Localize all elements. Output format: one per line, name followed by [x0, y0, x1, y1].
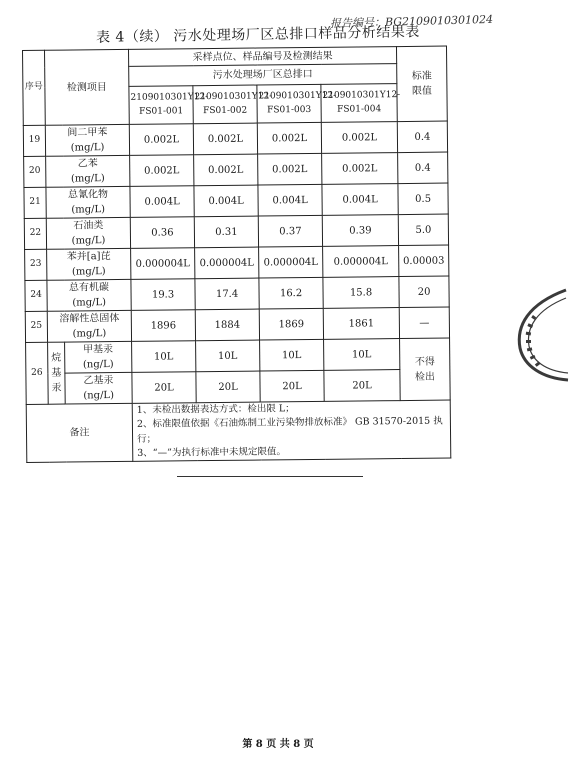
result-cell: 0.37 [258, 215, 322, 247]
result-cell: 0.002L [193, 123, 257, 155]
row-26b-item [65, 372, 132, 404]
result-cell: 19.3 [131, 279, 195, 311]
result-cell: 20L [132, 372, 196, 404]
sample-id-line1: 2109010301Y12- [130, 92, 209, 103]
result-cell: 20L [260, 370, 324, 402]
item-unit: (mg/L) [70, 142, 105, 154]
item-unit: (mg/L) [72, 328, 107, 340]
result-cell: 17.4 [195, 278, 259, 310]
result-cell: 1896 [131, 310, 195, 342]
page-footer: 第 8 页 共 8 页 [242, 739, 314, 750]
result-cell: 0.002L [322, 153, 398, 185]
seal-stamp-icon [508, 286, 570, 381]
note-line: 3、“—”为执行标准中未规定限值。 [137, 446, 287, 459]
result-cell: 0.000004L [323, 246, 399, 278]
item-name: 总氰化物 [67, 189, 109, 201]
item-unit: (ng/L) [83, 390, 115, 402]
sample-header-4 [321, 84, 401, 123]
header-limit-line1: 标准 [411, 70, 432, 82]
header-seq: 序号 [23, 50, 46, 125]
row-item [47, 279, 131, 311]
table-row [25, 276, 449, 311]
item-name: 总有机碳 [68, 282, 110, 294]
header-group: 采样点位、样品编号及检测结果 [128, 47, 396, 67]
result-cell: 1869 [259, 308, 323, 340]
table-row [24, 152, 448, 187]
row-limit: 20 [399, 276, 449, 308]
result-cell: 0.002L [194, 154, 258, 186]
row-26-limit [400, 338, 451, 401]
table-row [24, 214, 448, 249]
row-no: 23 [25, 249, 47, 280]
result-cell: 20L [324, 370, 400, 402]
result-cell: 20L [196, 371, 260, 403]
row-item [45, 124, 129, 156]
item-unit: (mg/L) [71, 266, 106, 278]
result-cell: 0.36 [130, 217, 194, 249]
result-cell: 0.39 [322, 215, 398, 247]
report-number: 报告编号：BG2109010301024 [329, 12, 494, 31]
sample-header-2 [193, 85, 273, 124]
table-row [24, 183, 448, 218]
result-cell: 15.8 [323, 277, 399, 309]
result-cell: 16.2 [259, 277, 323, 309]
row-no: 19 [23, 125, 45, 156]
row-26-group [48, 342, 66, 404]
result-cell: 0.004L [194, 185, 258, 217]
table-title: 表 4（续） 污水处理场厂区总排口样品分析结果表 [95, 24, 420, 46]
row-no: 20 [24, 156, 46, 187]
notes-content [132, 400, 451, 461]
result-cell: 10L [324, 339, 400, 371]
result-cell: 1884 [195, 309, 259, 341]
result-cell: 0.004L [322, 184, 398, 216]
header-item: 检测项目 [45, 49, 130, 125]
note-line: 1、未检出数据表达方式：检出限 L； [136, 403, 295, 416]
result-cell: 0.31 [194, 216, 258, 248]
end-rule [177, 476, 363, 477]
sample-id-line2: FS01-001 [139, 105, 184, 117]
row-no: 21 [24, 187, 46, 218]
row-item [46, 217, 130, 249]
header-location: 污水处理场厂区总排口 [129, 64, 397, 87]
row-no: 25 [25, 311, 47, 342]
result-cell: 0.004L [130, 186, 194, 218]
row-item [47, 310, 131, 342]
sample-header-3 [257, 84, 337, 123]
item-name: 乙基汞 [83, 375, 114, 387]
item-unit: (mg/L) [71, 204, 106, 216]
result-cell: 0.002L [129, 124, 193, 156]
item-name: 间二甲苯 [67, 127, 108, 139]
sample-id-line1: 2109010301Y12- [322, 90, 401, 101]
item-name: 溶解性总固体 [59, 312, 120, 325]
row-26-no: 26 [26, 342, 49, 404]
result-cell: 10L [132, 341, 196, 373]
header-limit [396, 46, 447, 122]
result-cell: 10L [260, 339, 324, 371]
result-cell: 0.000004L [131, 248, 195, 280]
sample-id-line1: 2109010301Y12- [258, 90, 337, 102]
header-limit-line2: 限值 [411, 85, 433, 97]
note-line: 2、标准限值依据《石油炼制工业污染物排放标准》 GB 31570-2015 执行； [136, 415, 443, 445]
table-row [25, 307, 449, 342]
result-cell: 0.002L [258, 153, 322, 185]
item-name: 乙苯 [77, 158, 98, 170]
row-item [47, 248, 131, 280]
sample-id-line2: FS01-003 [267, 104, 312, 115]
row-26-group-char: 烷 [51, 352, 62, 364]
row-item [46, 186, 130, 218]
row-no: 24 [25, 280, 47, 311]
row-item [46, 155, 130, 187]
table-row [23, 121, 447, 156]
item-unit: (ng/L) [82, 359, 114, 371]
result-cell: 0.000004L [259, 246, 323, 278]
item-unit: (mg/L) [70, 173, 105, 185]
row-limit: 0.00003 [399, 245, 449, 277]
item-name: 苯并[a]芘 [66, 251, 111, 263]
result-cell: 1861 [323, 308, 399, 340]
row-limit: — [399, 307, 449, 339]
sample-id-line1: 2109010301Y12- [194, 91, 273, 103]
result-cell: 0.004L [258, 184, 322, 216]
result-cell: 0.000004L [195, 247, 259, 279]
results-table [22, 46, 451, 463]
limit-line1: 不得 [414, 356, 435, 368]
result-cell: 0.002L [130, 155, 194, 187]
table-row [25, 245, 449, 280]
item-name: 石油类 [73, 220, 104, 232]
row-limit: 0.5 [398, 183, 448, 215]
row-26-group-char: 基 [51, 367, 62, 379]
item-unit: (mg/L) [71, 235, 106, 247]
data-rows [23, 121, 449, 342]
row-limit: 0.4 [398, 152, 448, 184]
row-26a-item [65, 341, 132, 373]
row-limit: 5.0 [398, 214, 448, 246]
result-cell: 10L [196, 340, 260, 372]
row-26-group-char: 汞 [51, 382, 62, 394]
item-name: 甲基汞 [83, 344, 114, 356]
sample-header-1 [129, 86, 209, 125]
item-unit: (mg/L) [72, 297, 107, 309]
sample-id-line2: FS01-004 [337, 103, 382, 115]
notes-label: 备注 [26, 403, 133, 462]
result-cell: 0.002L [257, 122, 321, 154]
row-limit: 0.4 [397, 121, 447, 153]
result-cell: 0.002L [321, 122, 397, 154]
sample-id-line2: FS01-002 [203, 105, 248, 116]
limit-line2: 检出 [414, 371, 436, 383]
row-no: 22 [24, 218, 46, 249]
